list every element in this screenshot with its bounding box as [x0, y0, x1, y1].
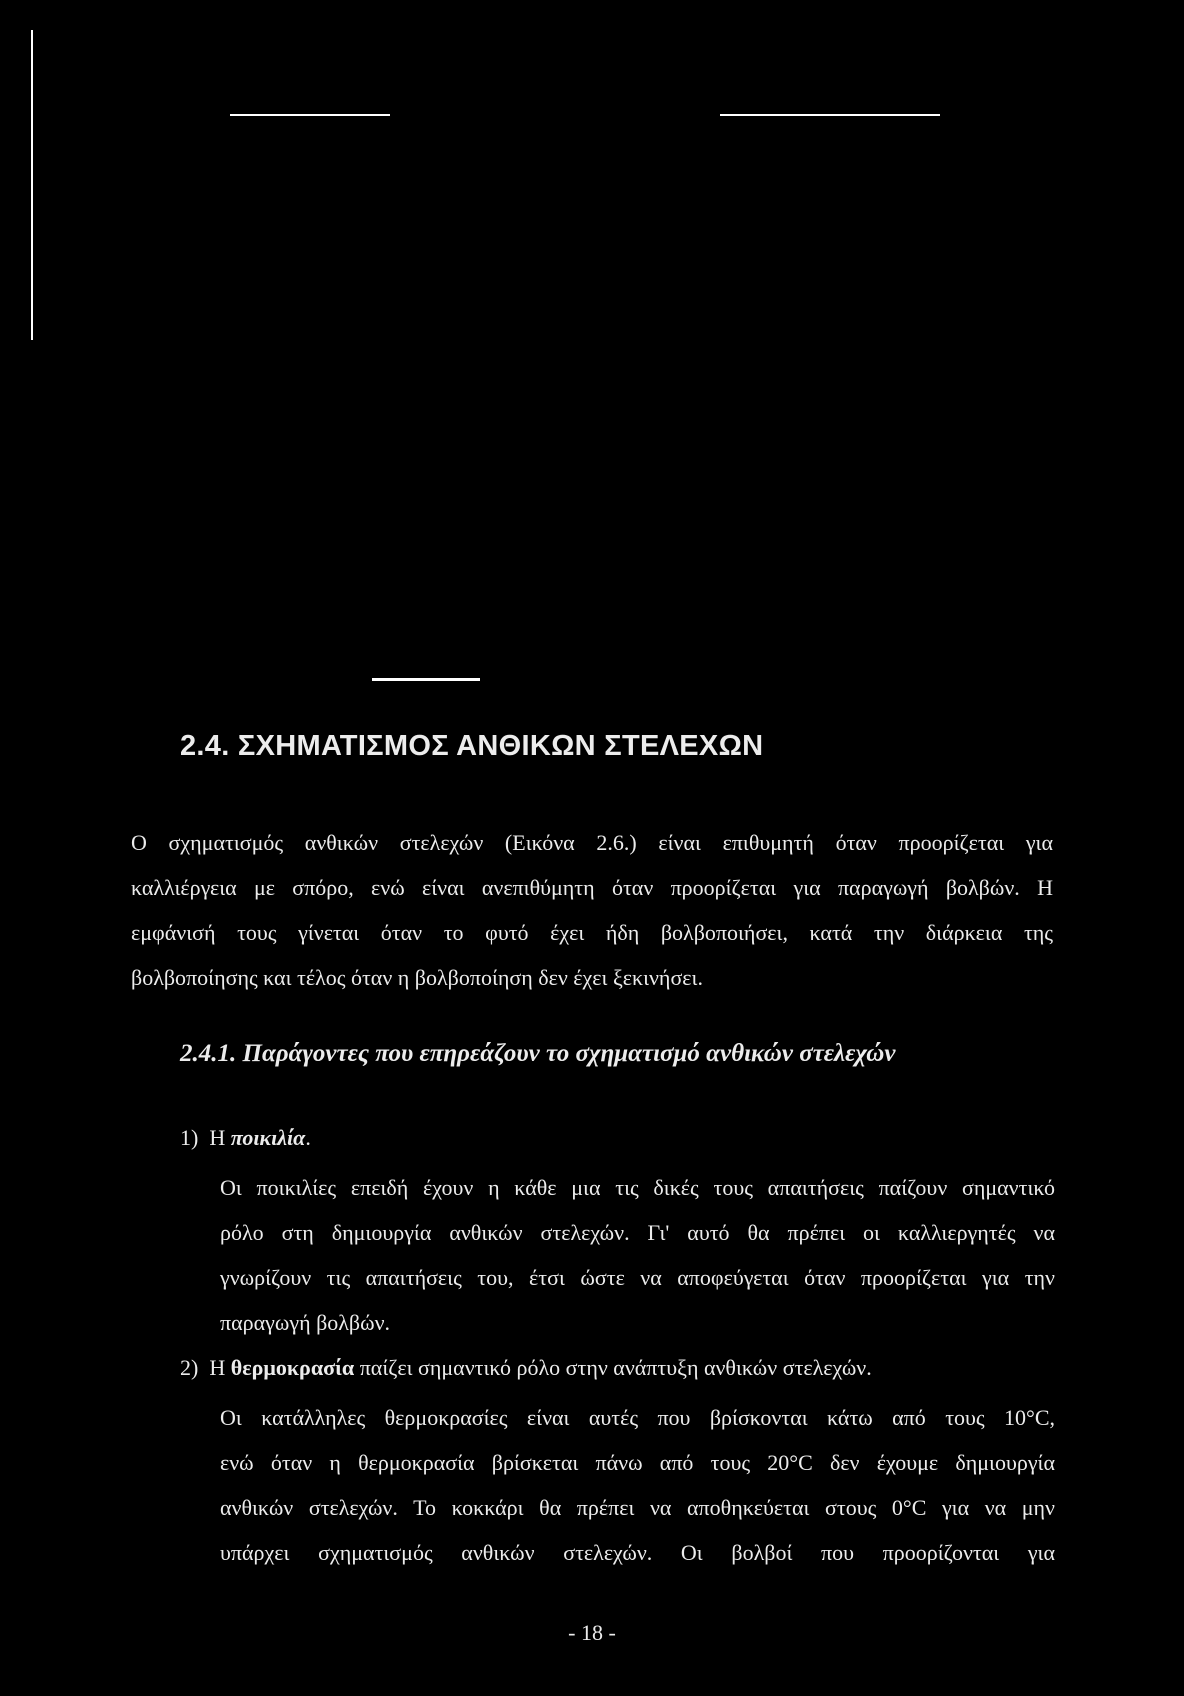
section-divider: [372, 678, 480, 681]
list-item-term: θερμοκρασία: [230, 1355, 355, 1380]
list-item-lead: Η: [209, 1355, 231, 1380]
top-rule-left: [230, 114, 390, 116]
paragraph-line: εμφάνισή τους γίνεται όταν το φυτό έχει ήδη βολβοποιήσει, κατά την διάρκεια της: [131, 920, 1053, 945]
paragraph-line: Ο σχηματισμός ανθικών στελεχών (Εικόνα 2.6.) είναι επιθυμητή όταν προορίζεται για: [131, 830, 1053, 855]
top-rule-right: [720, 114, 940, 116]
list-item-1-heading: [180, 1125, 311, 1151]
list-item-number: 2): [180, 1355, 199, 1380]
list-item-line: υπάρχει σχηματισμός ανθικών στελεχών. Οι βολβοί που προορίζονται για: [220, 1540, 1055, 1565]
list-item-line: γνωρίζουν τις απαιτήσεις του, έτσι ώστε να αποφεύγεται όταν προορίζεται για την: [220, 1265, 1055, 1290]
paragraph-line: βολβοποίησης και τέλος όταν η βολβοποίηση δεν έχει ξεκινήσει.: [131, 965, 703, 990]
list-item-lead: Η: [209, 1125, 231, 1150]
paragraph-line: καλλιέργεια με σπόρο, ενώ είναι ανεπιθύμητη όταν προορίζεται για παραγωγή βολβών. Η: [131, 875, 1053, 900]
section-paragraph: [131, 820, 1053, 1000]
list-item-line: Οι ποικιλίες επειδή έχουν η κάθε μια τις δικές τους απαιτήσεις παίζουν σημαντικό: [220, 1175, 1055, 1200]
list-item-2-heading: [180, 1355, 872, 1381]
list-item-tail: .: [305, 1125, 311, 1150]
subsection-title: 2.4.1. Παράγοντες που επηρεάζουν το σχηματισμό ανθικών στελεχών: [180, 1040, 896, 1067]
list-item-line: ρόλο στη δημιουργία ανθικών στελεχών. Γι' αυτό θα πρέπει οι καλλιεργητές να: [220, 1220, 1055, 1245]
list-item-tail: παίζει σημαντικό ρόλο στην ανάπτυξη ανθικών στελεχών.: [354, 1355, 872, 1380]
list-item-1-body: [220, 1165, 1055, 1345]
list-item-term: ποικιλία: [230, 1125, 306, 1150]
list-item-line: ανθικών στελεχών. Το κοκκάρι θα πρέπει να αποθηκεύεται στους 0°C για να μην: [220, 1495, 1055, 1520]
list-item-number: 1): [180, 1125, 199, 1150]
section-title: 2.4. ΣΧΗΜΑΤΙΣΜΟΣ ΑΝΘΙΚΩΝ ΣΤΕΛΕΧΩΝ: [180, 730, 764, 762]
left-margin-line: [31, 30, 33, 340]
page-number: - 18 -: [568, 1620, 616, 1645]
list-item-line: ενώ όταν η θερμοκρασία βρίσκεται πάνω από τους 20°C δεν έχουμε δημιουργία: [220, 1450, 1055, 1475]
list-item-line: παραγωγή βολβών.: [220, 1310, 391, 1335]
list-item-line: Οι κατάλληλες θερμοκρασίες είναι αυτές που βρίσκονται κάτω από τους 10°C,: [220, 1405, 1055, 1430]
list-item-2-body: [220, 1395, 1055, 1575]
